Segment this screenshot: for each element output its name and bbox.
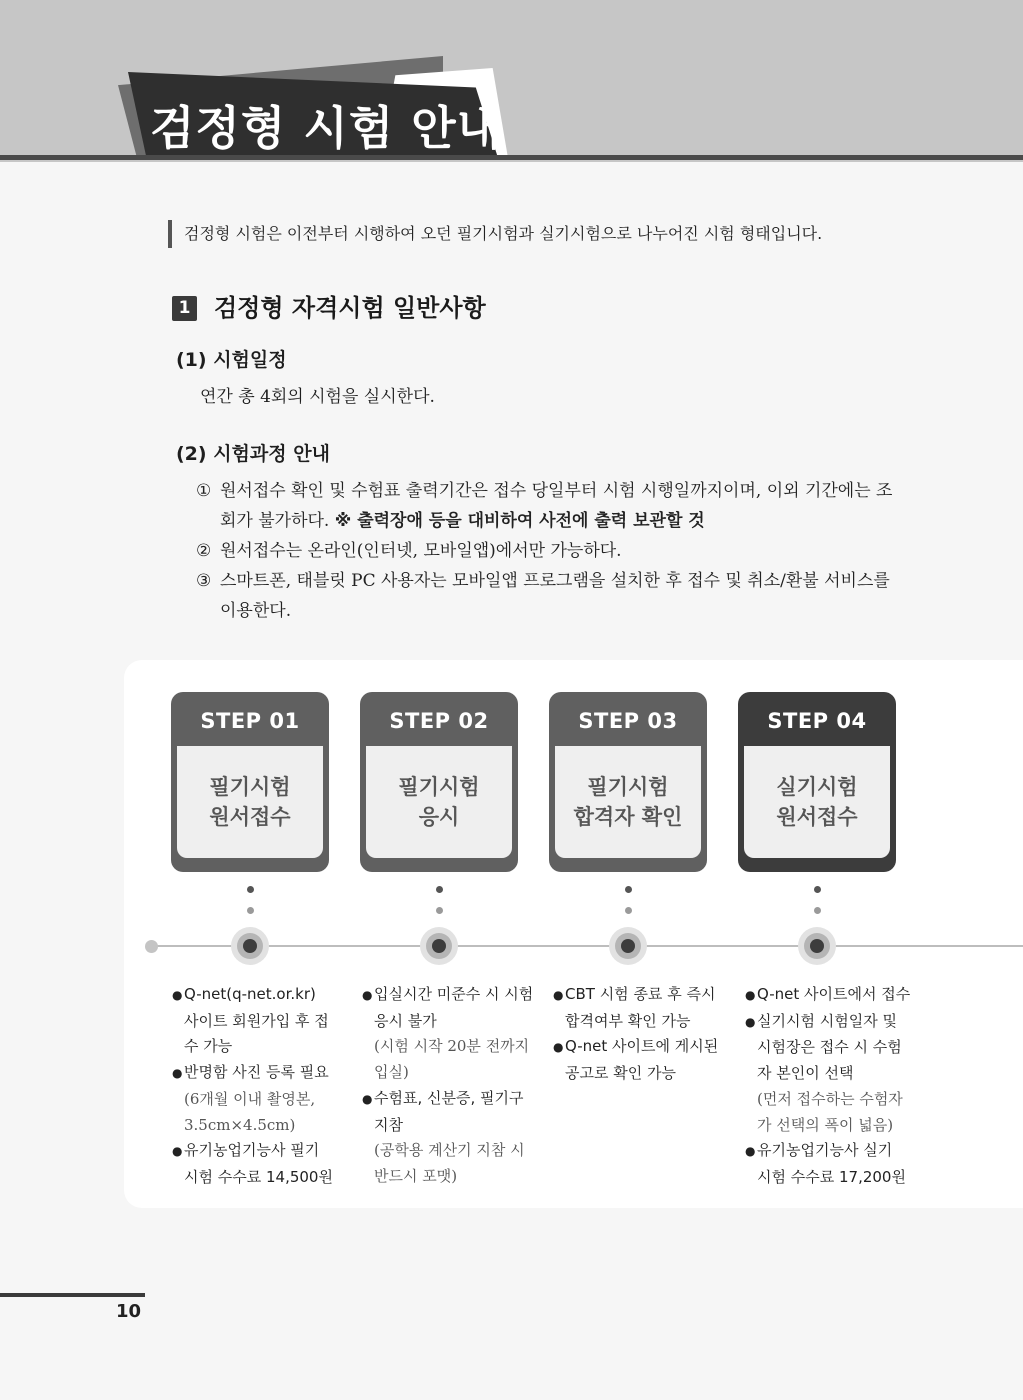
timeline-node-4 [798,927,836,965]
process-item-1-line2: 회가 불가하다. ※ 출력장애 등을 대비하여 사전에 출력 보관할 것 [220,511,705,531]
list-item: (먼저 접수하는 수험자 [757,1089,903,1108]
step-title-line: 실기시험 [776,775,858,799]
section-number-badge: 1 [172,296,197,321]
step-4-details [745,982,925,1191]
list-item: 합격여부 확인 가능 [565,1011,691,1030]
step-title-line: 합격자 확인 [573,805,683,829]
step-title-line: 원서접수 [776,805,858,829]
step-label: STEP 02 [389,709,489,733]
step-title-line: 응시 [418,805,460,829]
list-item: 반드시 포맷) [374,1166,458,1185]
timeline-line [150,945,1023,947]
list-item: ● 유기농업기능사 필기 [172,1141,320,1160]
connector-dot [625,907,632,914]
list-item: (6개월 이내 촬영본, [184,1089,316,1108]
connector-dot [814,907,821,914]
list-item: 지참 [374,1115,403,1134]
connector-dot [436,886,443,893]
list-item: ● 유기농업기능사 실기 [745,1141,893,1160]
step-title-line: 필기시험 [398,775,480,799]
process-item-3-line2: 이용한다. [220,601,292,621]
step-card-3 [549,692,707,872]
step-card-4 [738,692,896,872]
connector-dot [625,886,632,893]
list-item: ● 입실시간 미준수 시 시험 [362,985,534,1003]
step-label: STEP 01 [200,709,300,733]
list-item: ● Q-net 사이트에서 접수 [745,985,911,1003]
list-item: 응시 불가 [374,1011,437,1030]
step-3-details [553,982,733,1087]
step-body [177,746,323,858]
connector-dot [436,907,443,914]
print-notice: ※ 출력장애 등을 대비하여 사전에 출력 보관할 것 [334,511,705,531]
list-item: ● Q-net 사이트에 게시된 [553,1037,719,1056]
footer-rule [0,1293,145,1297]
list-item: 시험장은 접수 시 수험 [757,1038,902,1057]
step-label: STEP 04 [767,709,867,733]
connector-dot [814,886,821,893]
timeline-node-3 [609,927,647,965]
subsection-title-schedule: (1) 시험일정 [176,349,287,371]
list-item: ● 수험표, 신분증, 필기구 [362,1088,524,1107]
section-title: 검정형 자격시험 일반사항 [214,294,486,322]
circled-number-3: ③ [196,571,212,591]
list-item: (공학용 계산기 지참 시 [374,1141,525,1160]
list-item: 시험 수수료 17,200원 [757,1167,906,1186]
list-item: ● 반명함 사진 등록 필요 [172,1063,329,1082]
step-2-details [362,982,542,1190]
list-item: 공고로 확인 가능 [565,1064,676,1083]
process-item-1-line1: ① 원서접수 확인 및 수험표 출력기간은 접수 당일부터 시험 시행일까지이며, 이외 기간에는 조 [196,478,892,504]
list-item: 입실) [374,1063,409,1082]
step-title-line: 필기시험 [587,775,669,799]
list-item: 사이트 회원가입 후 접 [184,1011,329,1030]
step-1-details [172,982,352,1191]
timeline-node-1 [231,927,269,965]
timeline-node-2 [420,927,458,965]
list-item: 가 선택의 폭이 넓음) [757,1115,894,1134]
connector-dot [247,907,254,914]
intro-text: 검정형 시험은 이전부터 시행하여 오던 필기시험과 실기시험으로 나누어진 시험 형태입니다. [168,220,822,248]
step-label: STEP 03 [578,709,678,733]
list-item: ● Q-net(q-net.or.kr) [172,985,316,1003]
process-item-2: ② 원서접수는 온라인(인터넷, 모바일앱)에서만 가능하다. [196,538,622,564]
connector-dot [247,886,254,893]
list-item: 시험 수수료 14,500원 [184,1167,333,1186]
circled-number-2: ② [196,541,212,561]
subsection-title-process: (2) 시험과정 안내 [176,443,330,465]
page-number: 10 [116,1301,142,1322]
list-item: ● 실기시험 시험일자 및 [745,1011,897,1030]
step-title-line: 원서접수 [209,805,291,829]
step-body [555,746,701,858]
page-title: 검정형 시험 안내 [150,101,503,155]
step-title-line: 필기시험 [209,775,291,799]
list-item: ● CBT 시험 종료 후 즉시 [553,985,716,1003]
timeline-start-dot [145,940,158,953]
step-body [366,746,512,858]
list-item: (시험 시작 20분 전까지 [374,1037,530,1056]
list-item: 3.5cm×4.5cm) [184,1115,296,1134]
list-item: 수 가능 [184,1037,233,1056]
process-item-3-line1: ③ 스마트폰, 태블릿 PC 사용자는 모바일앱 프로그램을 설치한 후 접수 및 취소/환불 서비스를 [196,568,890,594]
step-card-1 [171,692,329,872]
step-body [744,746,890,858]
circled-number-1: ① [196,481,212,501]
schedule-text: 연간 총 4회의 시험을 실시한다. [200,387,435,407]
list-item: 자 본인이 선택 [757,1064,854,1083]
step-card-2 [360,692,518,872]
